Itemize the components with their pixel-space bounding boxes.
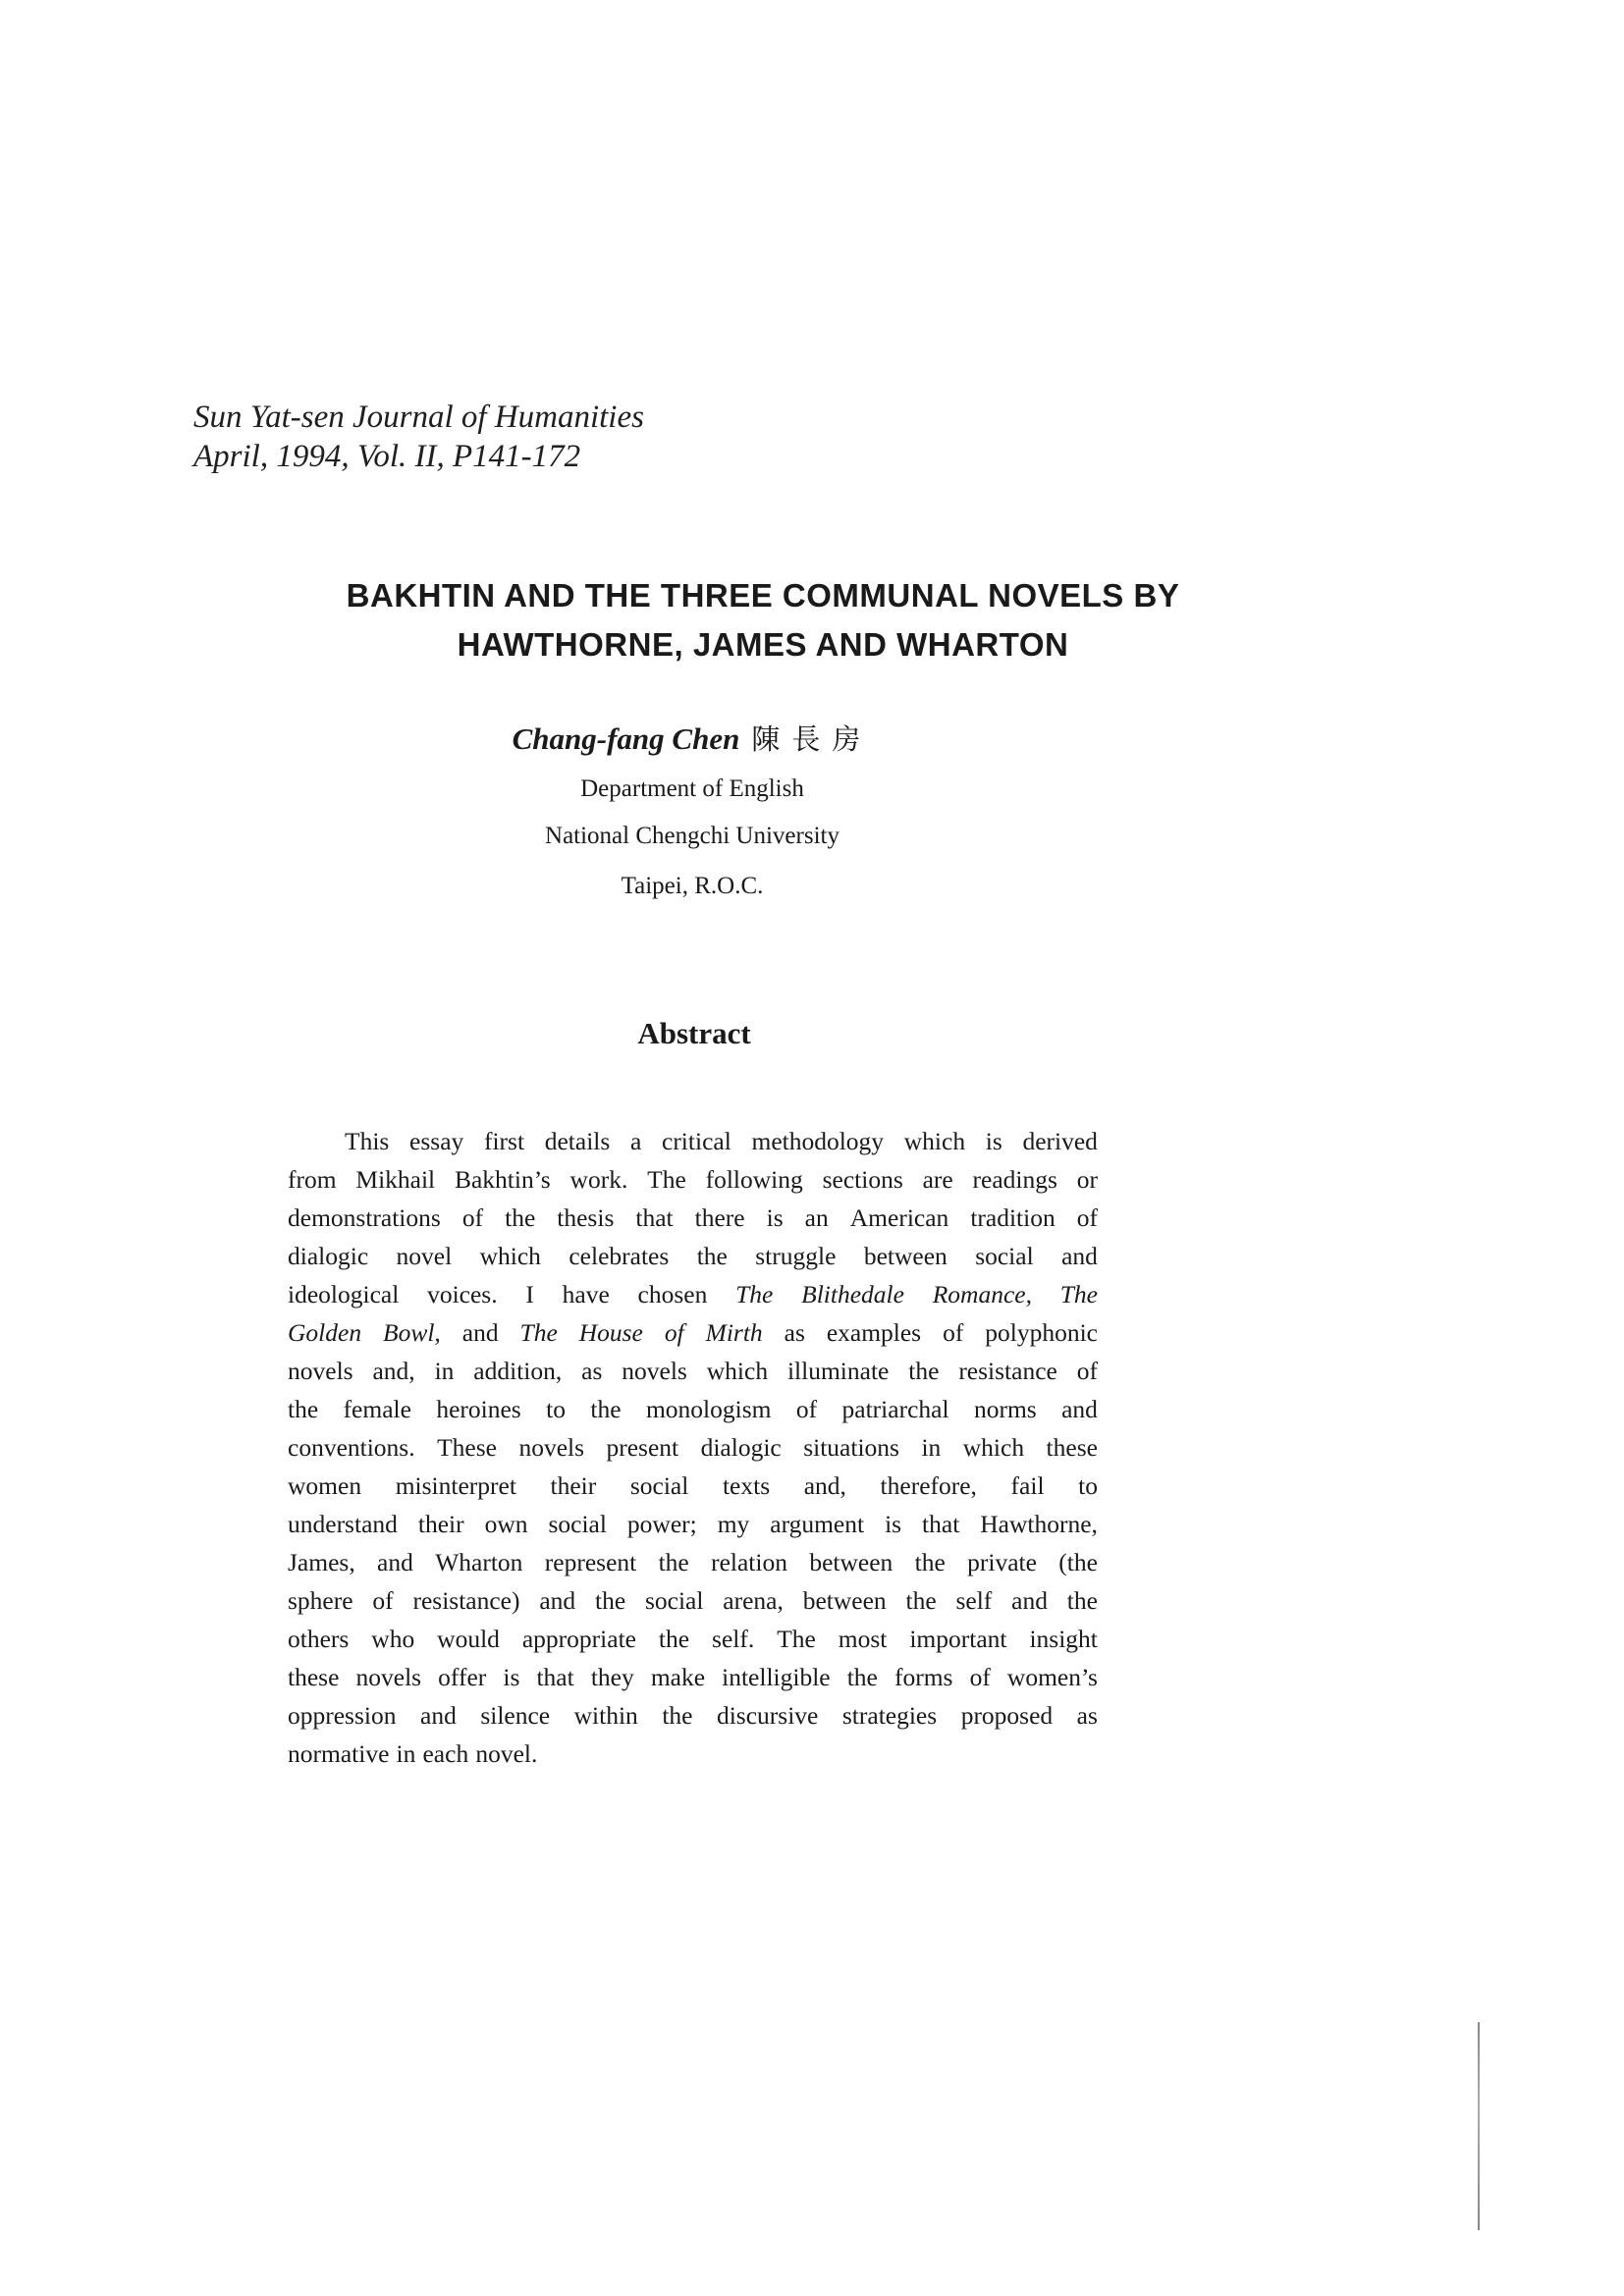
abstract-word: Bakhtin’s (454, 1165, 551, 1194)
abstract-word: their (550, 1471, 597, 1500)
abstract-word: addition, (473, 1357, 563, 1385)
abstract-word: texts (722, 1471, 771, 1500)
abstract-word: essay (409, 1127, 464, 1155)
abstract-word: norms (973, 1395, 1037, 1423)
abstract-line (288, 1735, 1098, 1773)
abstract-word: between (809, 1548, 893, 1576)
author-department: Department of English (580, 775, 804, 802)
abstract-line (288, 1275, 1098, 1313)
abstract-word: which (962, 1433, 1025, 1462)
paper-title-line-2: HAWTHORNE, JAMES AND WHARTON (457, 626, 1069, 663)
abstract-word: intelligible (722, 1663, 831, 1691)
abstract-word: Wharton (435, 1548, 523, 1576)
author-location: Taipei, R.O.C. (621, 873, 764, 899)
abstract-word: and, (372, 1357, 415, 1385)
abstract-word: and (461, 1318, 499, 1347)
abstract-body (288, 1122, 1098, 1773)
abstract-word: is (503, 1663, 520, 1691)
abstract-word: novels (355, 1663, 422, 1691)
abstract-word: I (525, 1280, 534, 1308)
abstract-word: these (1046, 1433, 1098, 1462)
abstract-word: dialogic (700, 1433, 782, 1462)
abstract-word: important (909, 1625, 1007, 1653)
abstract-word: The (519, 1318, 558, 1347)
abstract-word: the (914, 1548, 946, 1576)
abstract-word: demonstrations (288, 1203, 441, 1232)
abstract-word: that (536, 1663, 574, 1691)
abstract-word: which (479, 1242, 541, 1270)
abstract-heading: Abstract (637, 1016, 751, 1050)
abstract-word: James, (288, 1548, 355, 1576)
abstract-word: (the (1058, 1548, 1098, 1576)
abstract-word: strategies (841, 1701, 938, 1730)
abstract-word: Golden (288, 1318, 362, 1347)
abstract-word: and, (803, 1471, 846, 1500)
abstract-word: work. (569, 1165, 628, 1194)
abstract-word: offer (438, 1663, 487, 1691)
abstract-word: these (288, 1663, 340, 1691)
abstract-word: each (422, 1739, 469, 1768)
abstract-word: that (922, 1510, 960, 1538)
abstract-word: voices. (427, 1280, 498, 1308)
abstract-line (288, 1199, 1098, 1237)
abstract-word: between (863, 1242, 947, 1270)
abstract-word: details (544, 1127, 611, 1155)
abstract-word: resistance) (412, 1586, 520, 1615)
abstract-word: the (658, 1625, 690, 1653)
abstract-line (288, 1313, 1098, 1352)
abstract-word: they (590, 1663, 634, 1691)
abstract-word: conventions. (288, 1433, 415, 1462)
abstract-word: and (1061, 1395, 1098, 1423)
abstract-word: monologism (645, 1395, 772, 1423)
abstract-word: of (461, 1203, 484, 1232)
abstract-word: most (838, 1625, 888, 1653)
abstract-word: the (1066, 1586, 1098, 1615)
abstract-word: These (437, 1433, 497, 1462)
abstract-word: proposed (960, 1701, 1054, 1730)
abstract-word: The (777, 1625, 816, 1653)
abstract-word: novels (518, 1433, 585, 1462)
abstract-word: of (1076, 1203, 1098, 1232)
abstract-word: first (483, 1127, 525, 1155)
abstract-line (288, 1160, 1098, 1199)
abstract-word: to (546, 1395, 566, 1423)
abstract-word: of (664, 1318, 684, 1347)
abstract-word: in (396, 1739, 416, 1768)
abstract-word: their (417, 1510, 464, 1538)
abstract-word: an (804, 1203, 829, 1232)
abstract-word: the (288, 1395, 319, 1423)
abstract-word: tradition (970, 1203, 1056, 1232)
abstract-line (288, 1658, 1098, 1696)
abstract-line (288, 1237, 1098, 1275)
abstract-word: novels (288, 1357, 353, 1385)
abstract-word: examples (826, 1318, 922, 1347)
abstract-word: is (985, 1127, 1002, 1155)
abstract-word: novel. (475, 1739, 538, 1768)
abstract-word: as (1076, 1701, 1098, 1730)
abstract-word: readings (972, 1165, 1057, 1194)
abstract-word: Mirth (705, 1318, 763, 1347)
abstract-word: present (606, 1433, 679, 1462)
abstract-word: polyphonic (985, 1318, 1098, 1347)
abstract-word: would (437, 1625, 500, 1653)
abstract-word: of (1076, 1357, 1098, 1385)
abstract-word: a (629, 1127, 642, 1155)
author-university: National Chengchi University (545, 823, 839, 849)
abstract-word: chosen (637, 1280, 708, 1308)
abstract-word: Blithedale (801, 1280, 904, 1308)
abstract-word: following (705, 1165, 803, 1194)
abstract-word: of (943, 1318, 964, 1347)
abstract-word: Romance, (932, 1280, 1032, 1308)
abstract-word: make (650, 1663, 706, 1691)
abstract-word: arena, (723, 1586, 784, 1615)
abstract-word: my (717, 1510, 750, 1538)
abstract-word: is (766, 1203, 784, 1232)
author-line (0, 719, 1384, 760)
abstract-line (288, 1467, 1098, 1505)
abstract-word: of (372, 1586, 394, 1615)
abstract-word: private (967, 1548, 1037, 1576)
abstract-word: who (371, 1625, 415, 1653)
journal-issue: April, 1994, Vol. II, P141-172 (193, 439, 581, 474)
abstract-line (288, 1505, 1098, 1543)
abstract-word: The (735, 1280, 774, 1308)
abstract-word: within (573, 1701, 638, 1730)
abstract-word: in (921, 1433, 942, 1462)
abstract-word: self. (712, 1625, 755, 1653)
abstract-word: resistance (958, 1357, 1057, 1385)
abstract-word: and (539, 1586, 576, 1615)
abstract-word: relation (711, 1548, 787, 1576)
abstract-line (288, 1543, 1098, 1581)
abstract-line (288, 1122, 1098, 1160)
abstract-word: heroines (436, 1395, 521, 1423)
abstract-word: forms (893, 1663, 953, 1691)
abstract-word: illuminate (786, 1357, 890, 1385)
abstract-word: from (288, 1165, 337, 1194)
abstract-word: argument (770, 1510, 865, 1538)
abstract-word: The (1059, 1280, 1098, 1308)
abstract-word: therefore, (880, 1471, 977, 1500)
abstract-word: the (658, 1548, 689, 1576)
abstract-word: novels (622, 1357, 687, 1385)
abstract-word: and (377, 1548, 413, 1576)
abstract-word: own (484, 1510, 528, 1538)
abstract-word: power; (626, 1510, 697, 1538)
abstract-word: the (594, 1586, 626, 1615)
abstract-word: others (288, 1625, 350, 1653)
abstract-word: fail (1010, 1471, 1045, 1500)
abstract-word: sphere (288, 1586, 353, 1615)
abstract-word: House (578, 1318, 643, 1347)
abstract-word: the (905, 1586, 937, 1615)
abstract-word: or (1076, 1165, 1098, 1194)
abstract-word: thesis (557, 1203, 615, 1232)
paper-title-line-1: BAKHTIN AND THE THREE COMMUNAL NOVELS BY (346, 577, 1180, 614)
abstract-word: oppression (288, 1701, 397, 1730)
abstract-word: are (922, 1165, 953, 1194)
abstract-word: and (1011, 1586, 1048, 1615)
abstract-word: of (969, 1663, 991, 1691)
abstract-line (288, 1428, 1098, 1467)
abstract-word: social (548, 1510, 607, 1538)
abstract-word: and (1061, 1242, 1098, 1270)
abstract-word: Mikhail (355, 1165, 436, 1194)
abstract-line (288, 1390, 1098, 1428)
abstract-word: appropriate (521, 1625, 636, 1653)
abstract-word: there (694, 1203, 745, 1232)
abstract-word: insight (1029, 1625, 1098, 1653)
margin-scan-line (1478, 2022, 1480, 2230)
abstract-word: novel (396, 1242, 453, 1270)
abstract-word: discursive (716, 1701, 819, 1730)
author-name-cjk: 陳長房 (751, 722, 873, 756)
abstract-word: American (849, 1203, 949, 1232)
abstract-word: normative (288, 1739, 390, 1768)
abstract-word: to (1078, 1471, 1098, 1500)
abstract-word: derived (1022, 1127, 1098, 1155)
abstract-word: This (345, 1127, 390, 1155)
abstract-word: in (434, 1357, 455, 1385)
abstract-word: Hawthorne, (980, 1510, 1098, 1538)
abstract-line (288, 1696, 1098, 1735)
journal-name: Sun Yat-sen Journal of Humanities (193, 400, 644, 435)
abstract-word: the (846, 1663, 878, 1691)
abstract-word: social (644, 1586, 704, 1615)
abstract-word: and (420, 1701, 457, 1730)
abstract-word: between (802, 1586, 887, 1615)
abstract-word: women’s (1006, 1663, 1098, 1691)
abstract-word: patriarchal (841, 1395, 949, 1423)
abstract-word: is (885, 1510, 902, 1538)
abstract-word: self (955, 1586, 993, 1615)
abstract-word: social (629, 1471, 689, 1500)
abstract-word: the (662, 1701, 693, 1730)
abstract-word: situations (803, 1433, 899, 1462)
journal-citation (193, 398, 644, 476)
abstract-word: which (903, 1127, 966, 1155)
abstract-word: women (288, 1471, 362, 1500)
abstract-word: silence (480, 1701, 551, 1730)
abstract-word: as (581, 1357, 603, 1385)
abstract-word: the (696, 1242, 728, 1270)
paper-title (147, 571, 1379, 669)
author-name: Chang-fang Chen (512, 721, 740, 756)
abstract-line (288, 1352, 1098, 1390)
abstract-word: Bowl, (383, 1318, 441, 1347)
abstract-word: sections (822, 1165, 903, 1194)
author-block (0, 719, 1384, 912)
abstract-word: as (784, 1318, 805, 1347)
abstract-word: the (908, 1357, 940, 1385)
abstract-word: of (795, 1395, 818, 1423)
abstract-word: struggle (755, 1242, 837, 1270)
abstract-word: which (706, 1357, 769, 1385)
abstract-word: critical (662, 1127, 731, 1155)
abstract-word: misinterpret (395, 1471, 516, 1500)
abstract-word: social (975, 1242, 1034, 1270)
abstract-word: have (562, 1280, 610, 1308)
abstract-word: celebrates (568, 1242, 670, 1270)
abstract-word: dialogic (288, 1242, 369, 1270)
abstract-word: that (635, 1203, 674, 1232)
abstract-word: methodology (751, 1127, 885, 1155)
abstract-word: female (343, 1395, 411, 1423)
abstract-word: the (505, 1203, 536, 1232)
abstract-line (288, 1581, 1098, 1620)
abstract-word: the (590, 1395, 622, 1423)
abstract-word: The (647, 1165, 686, 1194)
abstract-word: ideological (288, 1280, 400, 1308)
abstract-word: represent (544, 1548, 637, 1576)
abstract-line (288, 1620, 1098, 1658)
abstract-word: understand (288, 1510, 398, 1538)
